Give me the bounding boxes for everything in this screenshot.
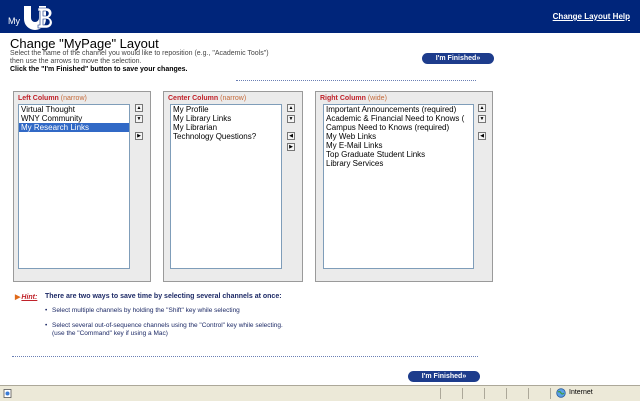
left-column-arrows: [135, 104, 145, 143]
right-column-subtitle: (wide): [367, 95, 387, 102]
list-item[interactable]: My Profile: [173, 105, 209, 114]
right-column-panel: [315, 91, 493, 282]
instructions-save-note: Click the "I'm Finished" button to save your changes.: [10, 66, 188, 73]
list-item[interactable]: WNY Community: [21, 114, 83, 123]
hint-label: ▶Hint:: [15, 294, 38, 301]
left-column-title: Left Column: [18, 95, 59, 102]
hint-text: There are two ways to save time by selecting several channels at once:: [45, 293, 282, 300]
right-column-listbox[interactable]: [323, 104, 474, 269]
left-column-subtitle: (narrow): [60, 95, 87, 102]
move-up-arrow-icon[interactable]: ▲: [136, 105, 142, 111]
list-item[interactable]: Campus Need to Knows (required): [326, 123, 450, 132]
bullet-icon: •: [45, 307, 48, 314]
left-column-listbox[interactable]: [18, 104, 130, 269]
browser-status-bar: [0, 385, 640, 401]
finished-button-bottom[interactable]: I'm Finished»: [408, 371, 480, 382]
left-column-heading: [18, 95, 87, 102]
status-divider: [462, 388, 463, 399]
list-item[interactable]: Technology Questions?: [173, 132, 257, 141]
list-item[interactable]: Virtual Thought: [21, 105, 75, 114]
divider-top: [236, 80, 476, 81]
ub-logo-icon: [22, 4, 56, 30]
header-bar: [0, 0, 640, 33]
hint-bullet-shift: [45, 307, 240, 315]
hint-bullet-text: Select several out-of-sequence channels using the "Control" key while selecting.: [52, 322, 283, 329]
status-divider: [484, 388, 485, 399]
instructions: [10, 50, 340, 66]
list-item[interactable]: My Librarian: [173, 123, 218, 132]
right-column-title: Right Column: [320, 95, 366, 102]
status-divider: [440, 388, 441, 399]
left-column-panel: [13, 91, 151, 282]
instructions-line-1: Select the name of the channel you would like to reposition (e.g., "Academic Tools"): [10, 50, 269, 57]
move-right-arrow-icon[interactable]: ▶: [135, 132, 143, 140]
center-column-title: Center Column: [168, 95, 219, 102]
list-item[interactable]: Important Announcements (required): [326, 105, 457, 114]
move-right-arrow-icon[interactable]: ▶: [287, 143, 295, 151]
list-item[interactable]: Library Services: [326, 159, 384, 168]
logo-prefix: My: [8, 16, 20, 26]
hint-label-text: Hint: [21, 294, 35, 301]
change-layout-help-link[interactable]: Change Layout Help: [552, 12, 630, 21]
divider-bottom: [12, 356, 478, 357]
list-item[interactable]: Top Graduate Student Links: [326, 150, 426, 159]
list-item[interactable]: My Web Links: [326, 132, 377, 141]
hint-bullet-text: Select multiple channels by holding the "Shift" key while selecting: [52, 307, 240, 314]
instructions-line-2: then use the arrows to move the selection.: [10, 58, 142, 65]
move-left-arrow-icon[interactable]: ◀: [478, 132, 486, 140]
list-item[interactable]: My E-Mail Links: [326, 141, 383, 150]
move-up-arrow-icon[interactable]: ▲: [479, 105, 485, 111]
status-divider: [550, 388, 551, 399]
ub-logo[interactable]: [6, 3, 58, 31]
finished-button-top[interactable]: I'm Finished»: [422, 53, 494, 64]
status-divider: [506, 388, 507, 399]
center-column-listbox[interactable]: [170, 104, 282, 269]
page-icon: [3, 389, 12, 398]
move-down-arrow-icon[interactable]: ▼: [136, 116, 142, 122]
bullet-icon: •: [45, 322, 48, 329]
right-column-arrows: [478, 104, 488, 143]
center-column-arrows: [287, 104, 297, 154]
status-divider: [528, 388, 529, 399]
center-column-subtitle: (narrow): [220, 95, 247, 102]
list-item[interactable]: Academic & Financial Need to Knows (: [326, 114, 465, 123]
move-down-arrow-icon[interactable]: ▼: [479, 116, 485, 122]
move-down-arrow-icon[interactable]: ▼: [288, 116, 294, 122]
internet-zone-label: Internet: [569, 389, 593, 396]
list-item-selected[interactable]: My Research Links: [19, 123, 129, 132]
hint-triangle-icon: ▶: [15, 294, 21, 301]
right-column-heading: [320, 95, 387, 102]
page-title: Change "MyPage" Layout: [10, 36, 159, 51]
hint-bullet-note: (use the "Command" key if using a Mac): [52, 330, 168, 337]
list-item[interactable]: My Library Links: [173, 114, 232, 123]
hint-bullet-control: [45, 322, 283, 338]
center-column-heading: [168, 95, 246, 102]
move-up-arrow-icon[interactable]: ▲: [288, 105, 294, 111]
center-column-panel: [163, 91, 303, 282]
move-left-arrow-icon[interactable]: ◀: [287, 132, 295, 140]
internet-zone-icon: [556, 388, 566, 398]
